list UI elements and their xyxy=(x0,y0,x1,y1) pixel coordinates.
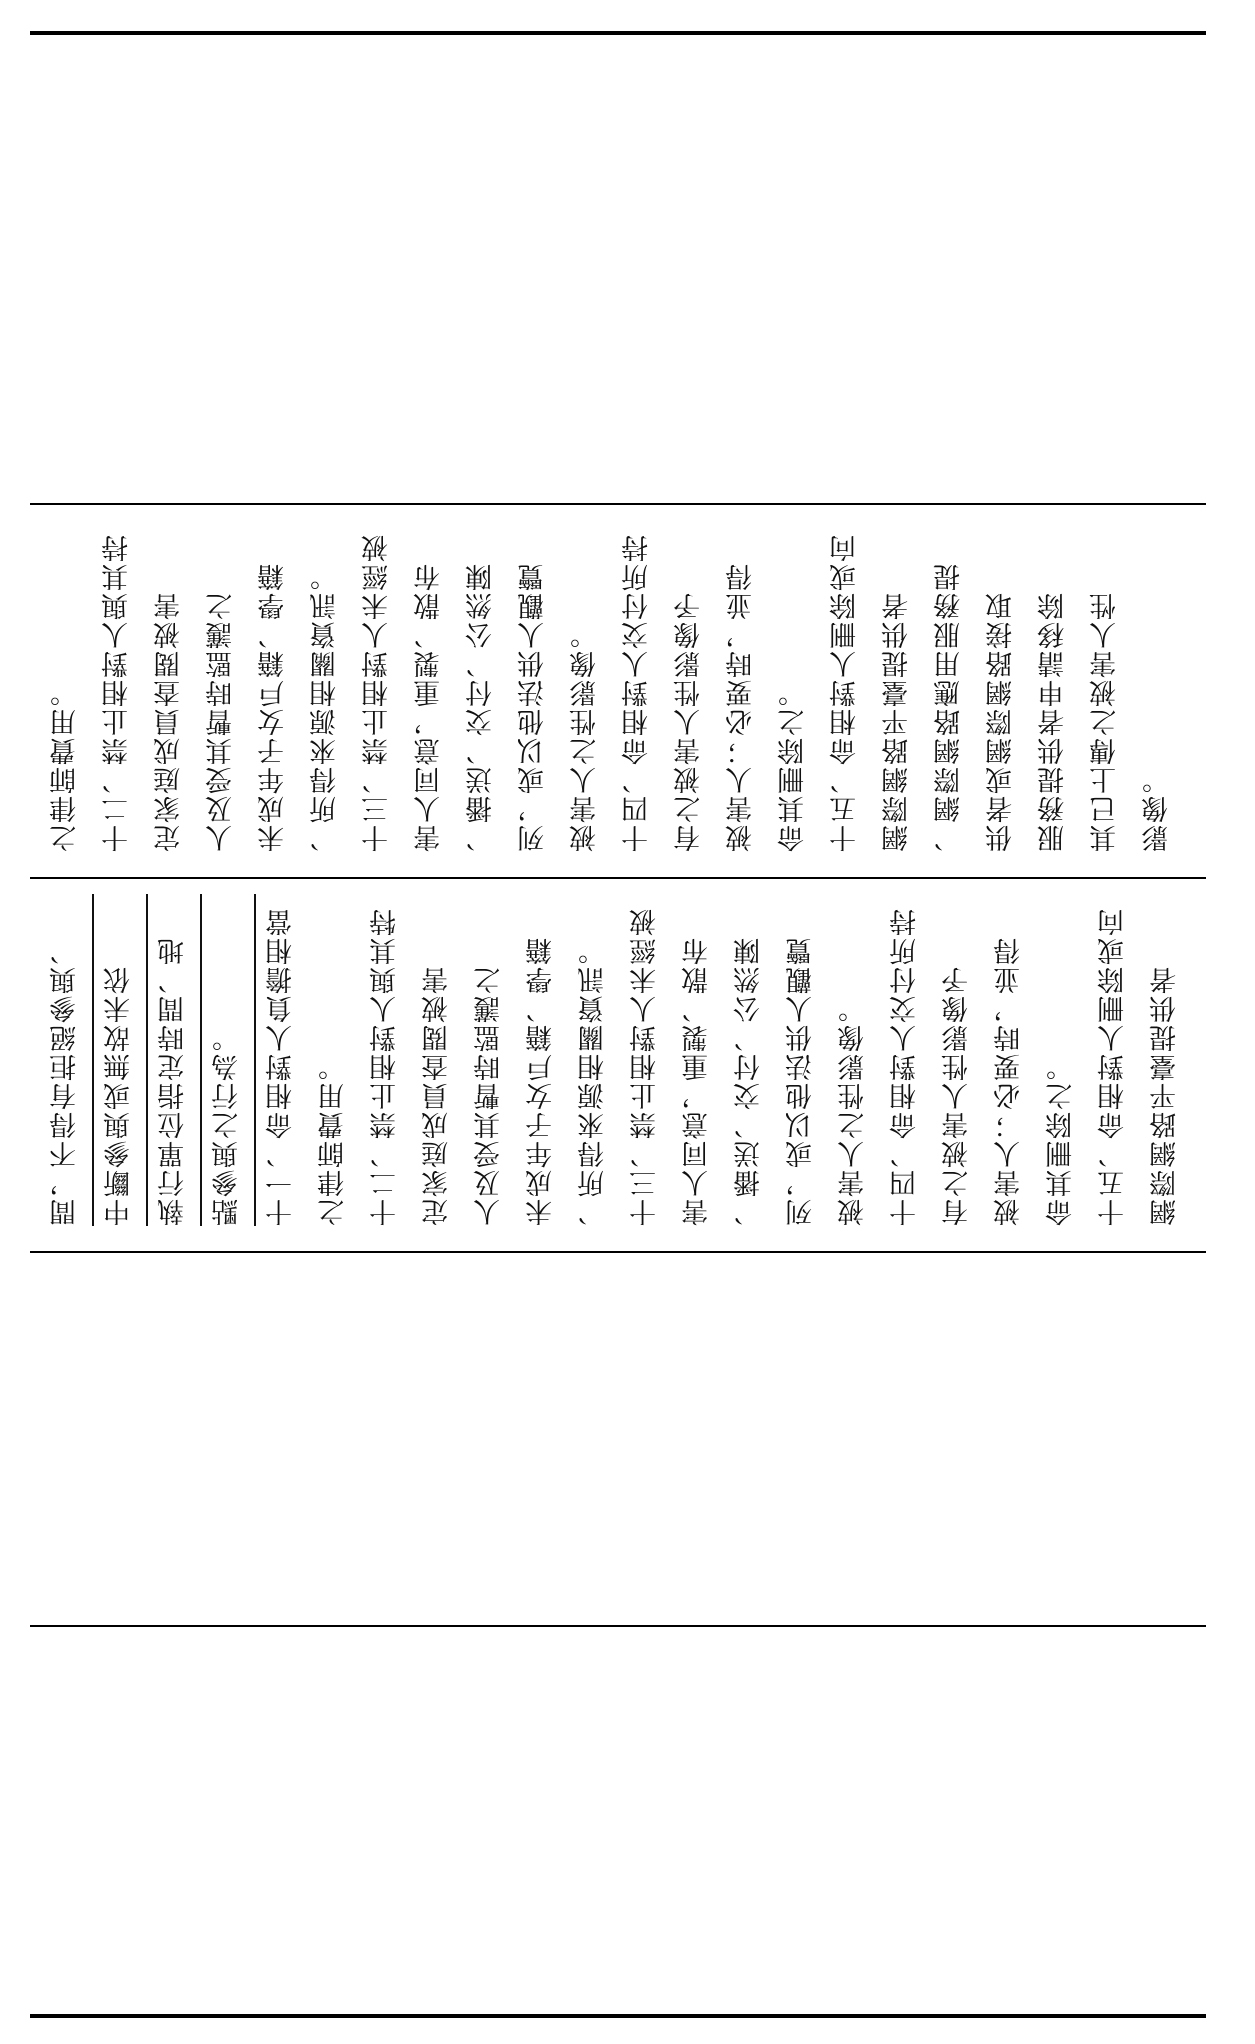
text-column-amended xyxy=(40,894,1190,1234)
text-line: 被害人；必要時，並得 xyxy=(726,562,757,852)
text-line: 人及受其暫時監護之 xyxy=(206,591,237,852)
text-line: 定家庭成員查閱被害 xyxy=(154,591,185,852)
text-line: 十二、禁止相對人與其持 xyxy=(102,533,133,852)
text-line: 十二、禁止相對人與其特 xyxy=(370,907,401,1226)
text-line: 有之被害人性影像予 xyxy=(674,591,705,852)
text-line: 命其刪除之。 xyxy=(1046,1052,1077,1226)
table-divider-3 xyxy=(30,1251,1206,1253)
underlined-text-line: 點參與之行為。 xyxy=(202,894,256,1226)
text-line: 有之被害人性影像予 xyxy=(942,965,973,1226)
text-line: 十五、命相對人刪除或向 xyxy=(1098,907,1129,1226)
text-line: 命其刪除之。 xyxy=(778,678,809,852)
text-line: 、所得來源相關資訊。 xyxy=(310,562,341,852)
text-line: 被害人之性影像。 xyxy=(570,620,601,852)
text-line: 供者或網際網路接取 xyxy=(986,591,1017,852)
text-line: 之律師費用。 xyxy=(50,678,81,852)
text-line: 被害人；必要時，並得 xyxy=(994,936,1025,1226)
table-divider-2 xyxy=(30,877,1206,879)
text-line: 十三、禁止相對人未經被 xyxy=(630,907,661,1226)
text-line: 十四、命相對人交付所持 xyxy=(622,533,653,852)
text-line: 人及受其暫時監護之 xyxy=(474,965,505,1226)
text-line: 列，或以他法供人觀覽 xyxy=(786,936,817,1226)
text-line: 網際網路平臺提供者 xyxy=(1150,965,1181,1226)
table-divider-4 xyxy=(30,1625,1206,1627)
bottom-border-rule xyxy=(30,2014,1206,2018)
text-line: 未成年子女戶籍、學籍 xyxy=(526,936,557,1226)
text-line: 之律師費用。 xyxy=(318,1052,349,1226)
text-line: 、播送、交付、公然陳 xyxy=(734,936,765,1226)
text-line: 十四、命相對人交付所持 xyxy=(890,907,921,1226)
table-divider-1 xyxy=(30,503,1206,505)
text-line: 十三、禁止相對人未經被 xyxy=(362,533,393,852)
text-line: 列，或以他法供人觀覽 xyxy=(518,562,549,852)
text-line: 、所得來源相關資訊。 xyxy=(578,936,609,1226)
underlined-text-line: 執行單位指定時間、地 xyxy=(148,894,202,1226)
text-column-current xyxy=(40,520,1190,860)
text-line: 其已上傳之被害人性 xyxy=(1090,591,1121,852)
text-line: 定家庭成員查閱被害 xyxy=(422,965,453,1226)
text-line: 服務提供者申請移除 xyxy=(1038,591,1069,852)
text-line: 、網際網路應用服務提 xyxy=(934,562,965,852)
text-line: 害人同意，重製、散布 xyxy=(682,936,713,1226)
text-line: 十五、命相對人刪除或向 xyxy=(830,533,861,852)
text-line: 害人同意，重製、散布 xyxy=(414,562,445,852)
text-line: 未成年子女戶籍、學籍 xyxy=(258,562,289,852)
text-line: 被害人之性影像。 xyxy=(838,994,869,1226)
text-line: 、播送、交付、公然陳 xyxy=(466,562,497,852)
text-line: 十一、命相對人負擔相當 xyxy=(266,907,297,1226)
top-border-rule xyxy=(30,31,1206,35)
text-line: 網際網路平臺提供者 xyxy=(882,591,913,852)
underlined-text-line: 間，不得有拒絕參與、 xyxy=(40,894,94,1226)
text-line: 影像。 xyxy=(1142,765,1173,852)
underlined-text-line: 中斷參與或無故未依 xyxy=(94,894,148,1226)
